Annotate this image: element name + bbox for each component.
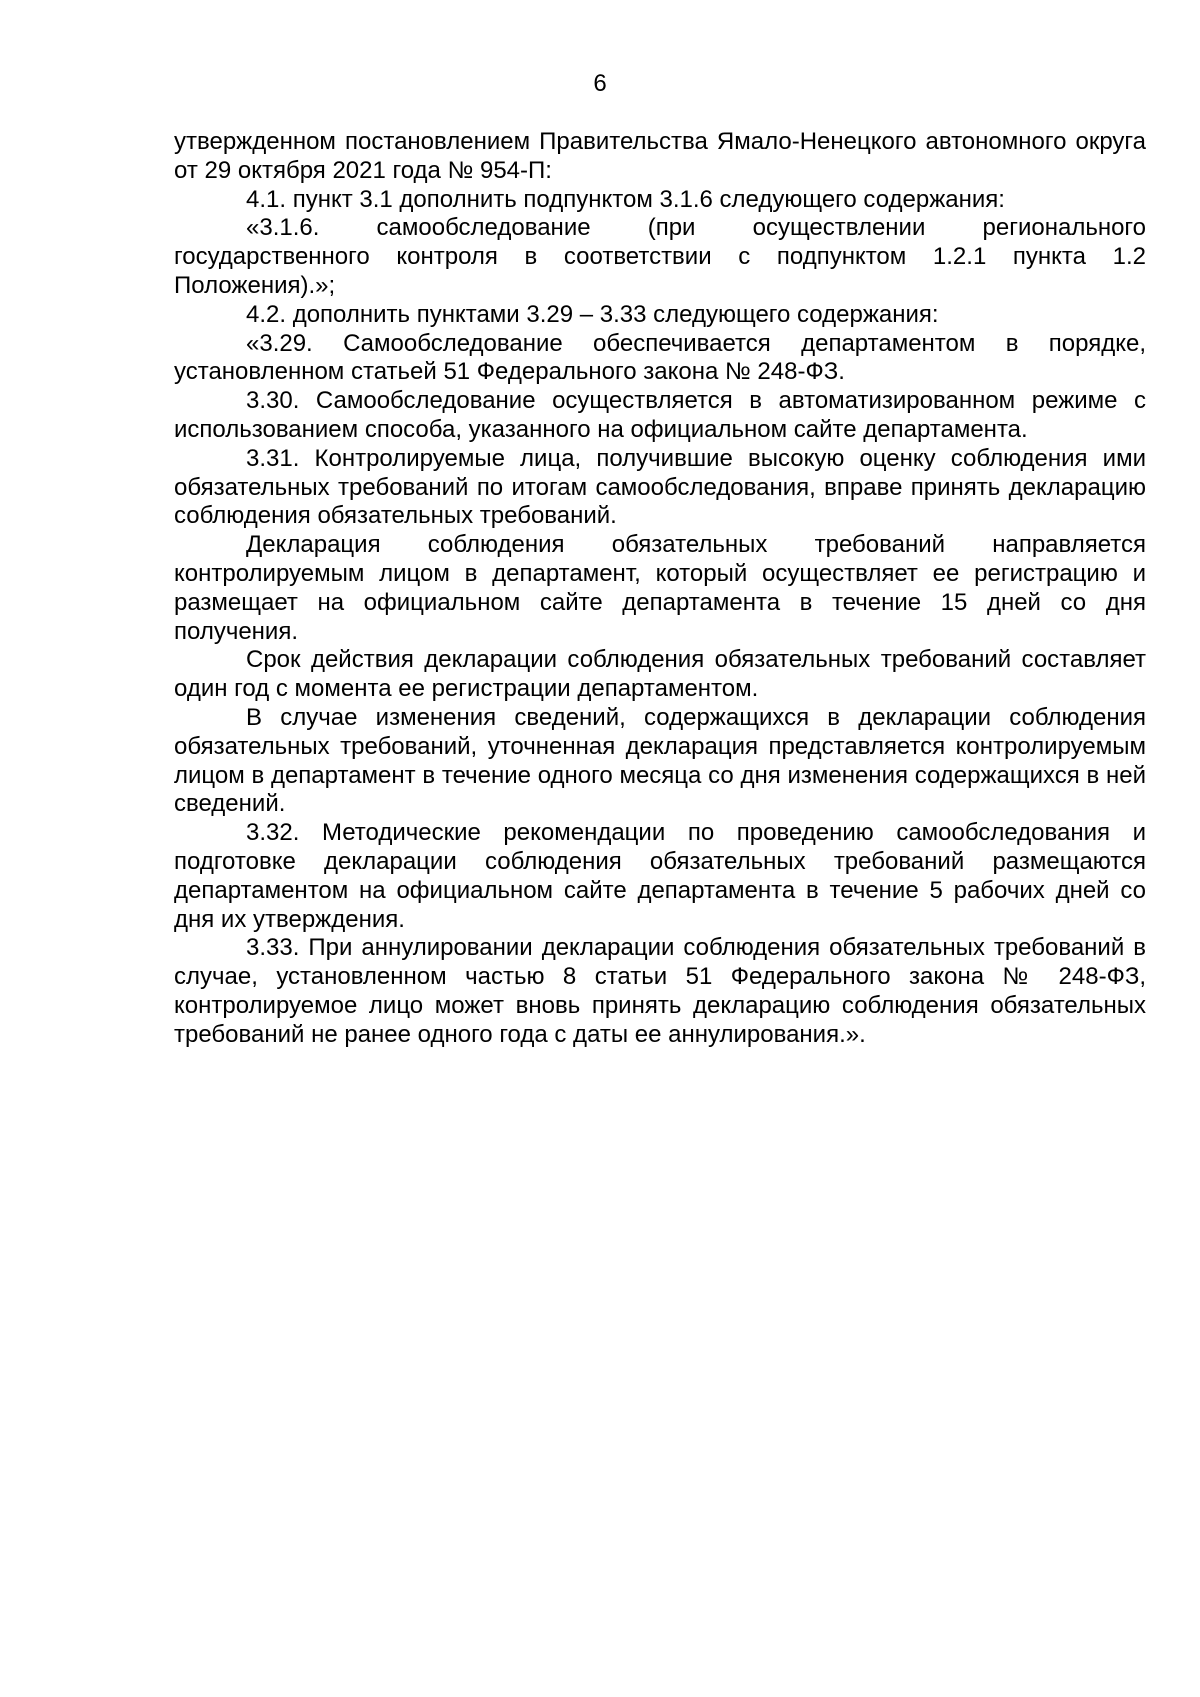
paragraph-3-29: «3.29. Самообследование обеспечивается департаментом в порядке, установленном статьей 51 Федерального закона № 248-ФЗ. — [174, 329, 1146, 386]
paragraph-4-1: 4.1. пункт 3.1 дополнить подпунктом 3.1.6 следующего содержания: — [246, 185, 1005, 213]
page-number: 6 — [593, 70, 607, 97]
paragraph-declaration-registration: Декларация соблюдения обязательных требований направляется контролируемым лицом в департамент, который осуществляет ее регистрацию и размещает на официальном сайте департамента в течение 15 дней со дня получения. — [174, 531, 1146, 645]
paragraph-3-33: 3.33. При аннулировании декларации соблюдения обязательных требований в случае, установленном частью 8 статьи 51 Федерального закона № 248-ФЗ, контролируемое лицо может вновь принять декларацию соблюдения обязательных требований не ранее одного года с даты ее аннулирования.». — [174, 934, 1146, 1048]
paragraph-declaration-changes: В случае изменения сведений, содержащихся в декларации соблюдения обязательных требований, уточненная декларация представляется контролируемым лицом в департамент в течение одного месяца со дня изменения содержащихся в ней сведений. — [174, 703, 1146, 818]
paragraph-intro-continuation: утвержденном постановлением Правительства Ямало-Ненецкого автономного округа от 29 октября 2021 года № 954-П: — [174, 128, 1146, 184]
paragraph-3-30: 3.30. Самообследование осуществляется в автоматизированном режиме с использованием способа, указанного на официальном сайте департамента. — [174, 387, 1146, 443]
paragraph-3-32: 3.32. Методические рекомендации по проведению самообследования и подготовке декларации соблюдения обязательных требований размещаются департаментом на официальном сайте департамента в течение 5 рабочих дней со дня их утверждения. — [174, 819, 1146, 933]
paragraph-3-1-6: «3.1.6. самообследование (при осуществлении регионального государственного контроля в соответствии с подпунктом 1.2.1 пункта 1.2 Положения).»; — [174, 214, 1146, 299]
document-body — [174, 128, 1146, 1050]
paragraph-4-2: 4.2. дополнить пунктами 3.29 – 3.33 следующего содержания: — [246, 300, 939, 328]
paragraph-3-31: 3.31. Контролируемые лица, получившие высокую оценку соблюдения ими обязательных требований по итогам самообследования, вправе принять декларацию соблюдения обязательных требований. — [174, 444, 1146, 530]
paragraph-declaration-validity: Срок действия декларации соблюдения обязательных требований составляет один год с момента ее регистрации департаментом. — [174, 646, 1146, 703]
